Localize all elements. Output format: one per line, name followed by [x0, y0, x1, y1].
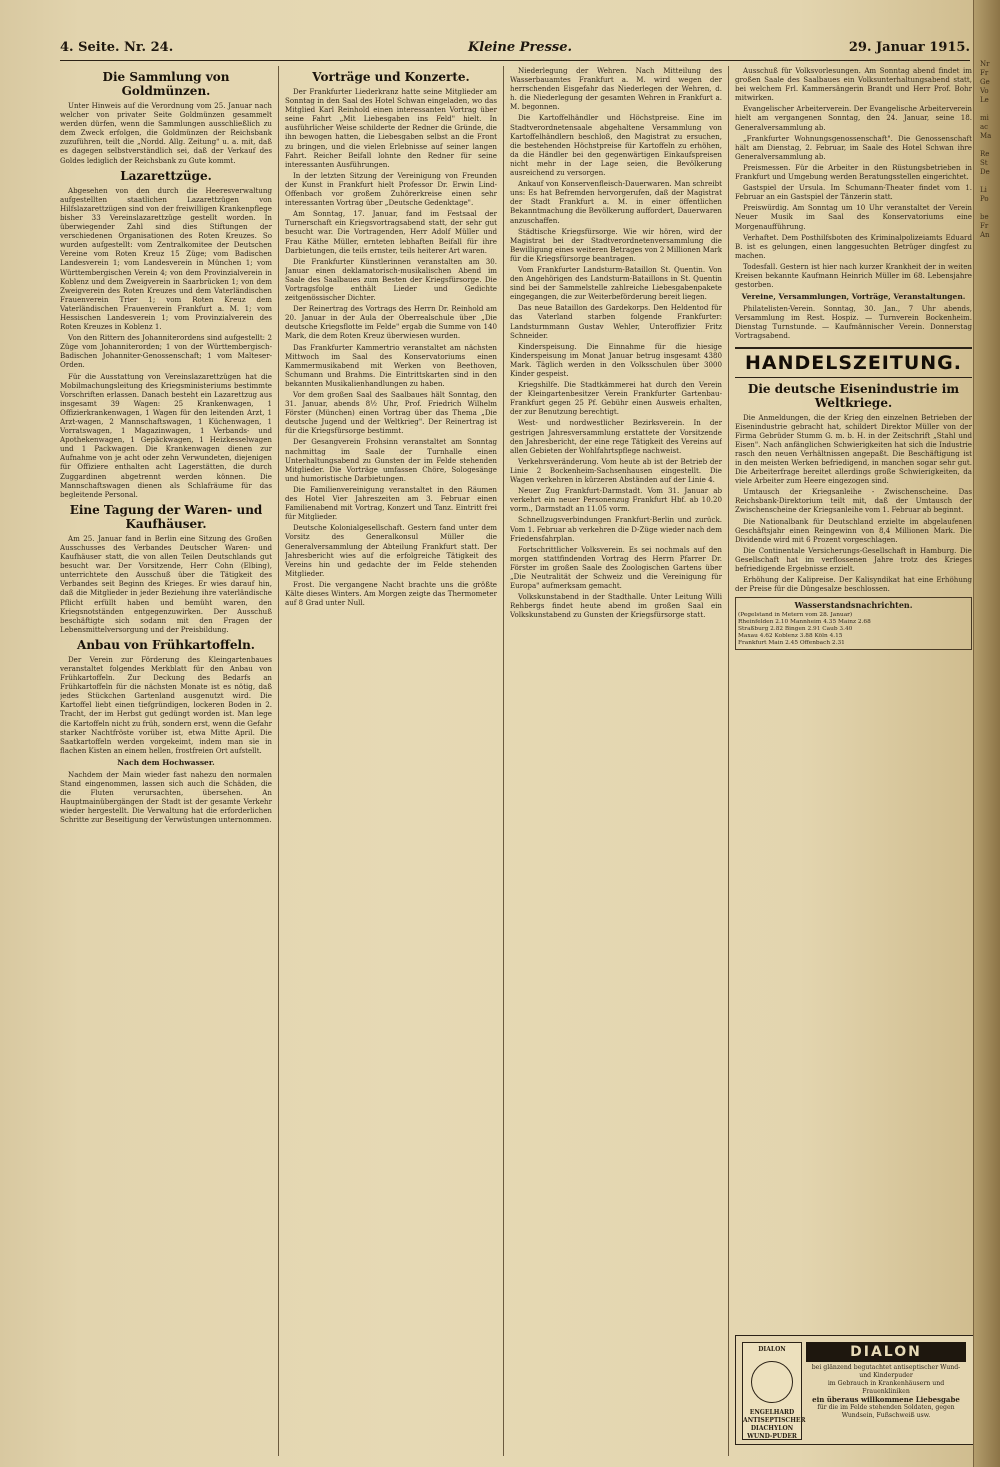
- article-paragraph: Die Familienvereinigung veranstaltet in den Räumen des Hotel Vier Jahreszeiten am 3. Februar einen Familienabend mit Vortrag, Konzert und Tanz. Eintritt frei für Mitglieder.: [285, 484, 497, 522]
- dialon-logo: [742, 1342, 806, 1440]
- water-level-row: Frankfurt Main 2.45 Offenbach 2.31: [738, 640, 845, 647]
- column-1: [60, 66, 272, 1461]
- article-paragraph: In der letzten Sitzung der Vereinigung von Freunden der Kunst in Frankfurt hielt Professor Dr. Erwin Lind-Offenbach vor großem Zuhörerkreise einen sehr interessanten Vortrag über „Deutsche Gedenktage".: [285, 170, 497, 208]
- article-paragraph: Neuer Zug Frankfurt-Darmstadt. Vom 31. Januar ab verkehrt ein neuer Personenzug Frankfurt Hbf. ab 10.20 vorm., Darmstadt an 11.05 vorm.: [510, 486, 722, 514]
- column-divider: [728, 66, 729, 1456]
- article-heading: Die deutsche Eisenindustrie im Weltkriege.: [747, 381, 960, 410]
- ad-line-2: im Gebrauch in Krankenhäusern und Frauenkliniken: [827, 1380, 945, 1395]
- logo-circle-icon: [751, 1361, 793, 1403]
- article-paragraph: Am Sonntag, 17. Januar, fand im Festsaal der Turnerschaft ein Kriegsvortragsabend statt, der sehr gut besucht war. Die Vortragenden, Herr Adolf Müller und Frau Käthe Müller, ernteten lebhaften Beifall für ihre Darbietungen, die teils ernster, teils heiterer Art waren.: [285, 209, 497, 255]
- article-paragraph: Schnellzugsverbindungen Frankfurt-Berlin und zurück. Vom 1. Februar ab verkehren die D-Züge wieder nach dem Friedensfahrplan.: [510, 515, 722, 543]
- column-4: [735, 66, 972, 1461]
- water-level-row: Rheinfelden 2.10 Mannheim 4.35 Mainz 2.68: [738, 619, 871, 626]
- handelszeitung-banner: HANDELSZEITUNG.: [735, 347, 972, 378]
- article-paragraph: Der Gesangverein Frohsinn veranstaltet am Sonntag nachmittag im Saale der Turnhalle einen Unterhaltungsabend zu Gunsten der im Felde stehenden Mitglieder. Die Vorträge umfassen Chöre, Sologesänge und humoristische Darbietungen.: [285, 437, 497, 483]
- article-paragraph: Erhöhung der Kalipreise. Der Kalisyndikat hat eine Erhöhung der Preise für die Düngesalze beschlossen.: [735, 575, 972, 594]
- article-paragraph: Todesfall. Gestern ist hier nach kurzer Krankheit der in weiten Kreisen bekannte Kaufmann Heinrich Müller im 68. Lebensjahre gestorben.: [735, 261, 972, 290]
- article-paragraph: West- und nordwestlicher Bezirksverein. In der gestrigen Jahresversammlung erstattete der Vorsitzende den Jahresbericht, der eine rege Tätigkeit des Vereins auf allen Gebieten der Wohlfahrtspflege nachweist.: [510, 418, 722, 455]
- article-paragraph: Der Verein zur Förderung des Kleingartenbaues veranstaltet folgendes Merkblatt für den Anbau von Frühkartoffeln. Zur Deckung des Bedarfs an Frühkartoffeln für die nächsten Monate ist es nötig, daß jedes Stückchen Gartenland ausgenutzt wird. Die Kartoffel liebt einen tiefgründigen, lockeren Boden in 2. Tracht, der im Herbst gut gedüngt worden ist. Man lege die Kartoffeln nicht zu früh, sondern erst, wenn die Gefahr starker Nachtfröste vorüber ist, etwa Mitte April. Die Saatkartoffeln werden vorgekeimt, indem man sie in flachen Kisten an einem hellen, frostfreien Ort aufstellt.: [60, 654, 272, 755]
- article-heading: Anbau von Frühkartoffeln.: [77, 637, 255, 652]
- ad-text: [806, 1364, 966, 1420]
- article-paragraph: Die Anmeldungen, die der Krieg den einzelnen Betrieben der Eisenindustrie gebracht hat, schildert Direktor Müller von der Firma Gebrüder Stumm G. m. b. H. in der Zeitschrift „Stahl und Eisen". Nach anfänglichen Schwierigkeiten hat sich die Industrie rasch den neuen Verhältnissen angepaßt. Die Beschäftigung ist in den meisten Werken befriedigend, in manchen sogar sehr gut. Die Arbeiterfrage bereitet allerdings große Schwierigkeiten, da viele Arbeiter zum Heere eingezogen sind.: [735, 412, 972, 486]
- article-paragraph: Volkskunstabend in der Stadthalle. Unter Leitung Willi Rehbergs findet heute abend im großen Saal ein Volkskunstabend zu Gunsten der Kriegsfürsorge statt.: [510, 592, 722, 620]
- article-paragraph: Preiswürdig. Am Sonntag um 10 Uhr veranstaltet der Verein Neuer Musik im Saal des Konservatoriums eine Morgenaufführung.: [735, 203, 972, 231]
- column-divider: [278, 66, 279, 1456]
- column-2: [285, 66, 497, 1461]
- water-level-table-title: Wasserstandsnachrichten.: [794, 600, 913, 611]
- article-paragraph: Nachdem der Main wieder fast nahezu den normalen Stand eingenommen, lassen sich auch die Schäden, die die Fluten verursachten, übersehen. An Hauptmainübergängen der Stadt ist der gesamte Verkehr wieder hergestellt. Die Verwaltung hat die erforderlichen Schritte zur Beseitigung der Verwüstungen unternommen.: [60, 769, 272, 825]
- article-paragraph: Vor dem großen Saal des Saalbaues hält Sonntag, den 31. Januar, abends 8½ Uhr, Prof. Friedrich Wilhelm Förster (München) einen Vortrag über das Thema „Die deutsche Jugend und der Weltkrieg". Der Reinertrag ist für die Kriegsfürsorge bestimmt.: [285, 390, 497, 436]
- water-level-row: (Pegelstand in Metern vom 28. Januar): [738, 612, 853, 619]
- article-paragraph: Für die Ausstattung von Vereinslazarettzügen hat die Mobilmachungsleitung des Kriegsministeriums bestimmte Vorschriften erlassen. Danach besteht ein Lazarettzug aus insgesamt 39 Wagen: 25 Krankenwagen, 1 Offizierkrankenwagen, 1 Wagen für den leitenden Arzt, 1 Arzt-wagen, 2 Mannschaftswagen, 1 Küchenwagen, 1 Vorratswagen, 1 Magazinwagen, 1 Verbands- und Apothekenwagen, 1 Gepäckwagen, 1 Heizkesselwagen und 1 Packwagen. Die Krankenwagen dienen zur Aufnahme von je acht oder zehn Verwundeten, diejenigen für Offiziere enthalten acht Lagerstätten, die durch Zuggardinen abgetrennt werden können. Die Mannschaftswagen dienen als Schlafräume für das begleitende Personal.: [60, 371, 272, 499]
- article-paragraph: Der Reinertrag des Vortrags des Herrn Dr. Reinhold am 20. Januar in der Aula der Oberrealschule über „Die deutsche Kriegsflotte im Felde" ergab die Summe von 140 Mark, die dem Roten Kreuz überwiesen wurden.: [285, 304, 497, 341]
- article-heading: Die Sammlung von Goldmünzen.: [102, 70, 230, 98]
- article-paragraph: Umtausch der Kriegsanleihe - Zwischenscheine. Das Reichsbank-Direktorium teilt mit, daß der Umtausch der Zwischenscheine der Kriegsanleihe vom 1. Februar ab beginnt.: [735, 487, 972, 515]
- article-paragraph: Preismessen. Für die Arbeiter in den Rüstungsbetrieben in Frankfurt und Umgebung werden Beratungsstellen eingerichtet.: [735, 162, 972, 182]
- article-paragraph: Ankauf von Konservenfleisch-Dauerwaren. Man schreibt uns: Es hat Befremden hervorgerufen, daß der Magistrat der Stadt Frankfurt a. M. in einer öffentlichen Bekanntmachung die Bevölkerung auffordert, Dauerwaren anzuschaffen.: [510, 179, 722, 225]
- article-paragraph: Gastspiel der Ursula. Im Schumann-Theater findet vom 1. Februar an ein Gastspiel der Tänzerin statt.: [735, 183, 972, 202]
- article-heading: Lazarettzüge.: [120, 168, 212, 183]
- paper-title: Kleine Presse.: [467, 40, 573, 55]
- article-paragraph: Philatelisten-Verein. Sonntag, 30. Jan., 7 Uhr abends, Versammlung im Rest. Hospiz. — Turnverein Bockenheim. Dienstag Turnstunde. — Kaufmännischer Verein. Donnerstag Vortragsabend.: [735, 304, 972, 341]
- article-paragraph: Fortschrittlicher Volksverein. Es sei nochmals auf den morgen stattfindenden Vortrag des Herrn Pfarrer Dr. Förster im großen Saale des Zoologischen Gartens über „Die Neutralität der Schweiz und die Vereinigung für Europa" aufmerksam gemacht.: [510, 544, 722, 591]
- article-paragraph: Deutsche Kolonialgesellschaft. Gestern fand unter dem Vorsitz des Generalkonsul Müller die Generalversammlung der Abteilung Frankfurt statt. Der Jahresbericht wies auf die erfolgreiche Tätigkeit des Vereins hin und gedachte der im Felde stehenden Mitglieder.: [285, 523, 497, 578]
- article-paragraph: Unter Hinweis auf die Verordnung vom 25. Januar nach welcher von privater Seite Goldmünzen gesammelt werden dürfen, wenn die Sammlungen ausschließlich zu dem Zweck erfolgen, die Goldmünzen der Reichsbank zuzuführen, teilt die „Nordd. Allg. Zeitung" u. a. mit, daß es dagegen selbstverständlich sei, daß der Verkauf des Goldes lediglich der Reichsbank zu Gute kommt.: [60, 101, 272, 165]
- dialon-advertisement: [735, 1335, 974, 1445]
- article-paragraph: Am 25. Januar fand in Berlin eine Sitzung des Großen Ausschusses des Verbandes Deutscher Waren- und Kaufhäuser statt, die von allen Teilen Deutschlands gut besucht war. Der Vorsitzende, Herr Cohn (Elbing), unterrichtete den Ausschuß über die Tätigkeit des Verbandes seit Beginn des Krieges. Er wies darauf hin, daß die Mitglieder in jeder Beziehung ihre vaterländische Pflicht erfüllt haben und bemüht waren, den Kriegsnotständen entgegenzuwirken. Der Ausschuß beschäftigte sich sodann mit den Fragen der Lebensmittelversorgung und der Preisbildung.: [60, 533, 272, 634]
- article-paragraph: Niederlegung der Wehren. Nach Mitteilung des Wasserbauamtes Frankfurt a. M. wird wegen der herrschenden Eisgefahr das Niederlegen der Wehren, d. h. die Niederlegung der gesamten Wehren in Frankfurt a. M. begonnen.: [510, 66, 722, 112]
- article-paragraph: Der Frankfurter Liederkranz hatte seine Mitglieder am Sonntag in den Saal des Hotel Schwan eingeladen, wo das Mitglied Karl Reinhold einen interessanten Vortrag über seine Fahrt „Mit Liebesgaben ins Feld" hielt. In ausführlicher Weise schilderte der Redner die Gründe, die ihn bewogen hatten, die Liebesgaben selbst an die Front zu bringen, und die vielen Erlebnisse auf seiner langen Fahrt. Reicher Beifall lohnte den Redner für seine interessanten Ausführungen.: [285, 87, 497, 169]
- section-subheading: Vereine, Versammlungen, Vorträge, Veranstaltungen.: [741, 292, 966, 302]
- article-paragraph: Evangelischer Arbeiterverein. Der Evangelische Arbeiterverein hielt am vergangenen Sonntag, den 24. Januar, seine 18. Generalversammlung ab.: [735, 104, 972, 132]
- page-number: 4. Seite. Nr. 24.: [60, 40, 174, 55]
- article-paragraph: Frost. Die vergangene Nacht brachte uns die größte Kälte dieses Winters. Am Morgen zeigte das Thermometer auf 8 Grad unter Null.: [285, 579, 497, 608]
- article-paragraph: Verhaftet. Dem Posthilfsboten des Kriminalpolizeiamts Eduard B. ist es gelungen, einen langgesuchten Betrüger dingfest zu machen.: [735, 232, 972, 260]
- column-divider: [503, 66, 504, 1456]
- ad-line-1: bei glänzend begutachtet antiseptischer Wund- und Kinderpuder: [811, 1364, 961, 1379]
- ad-line-4: für die im Felde stehenden Soldaten, gegen Wundsein, Fußschweiß usw.: [817, 1404, 955, 1419]
- section-subheading: Nach dem Hochwasser.: [117, 757, 215, 767]
- water-level-row: Straßburg 2.82 Bingen 2.91 Caub 3.40: [738, 626, 853, 633]
- article-paragraph: Von den Rittern des Johanniterordens sind aufgestellt: 2 Züge vom Johanniterorden; 1 von der Württembergisch-Badischen Johanniter-Genossenschaft; 1 vom Malteser-Orden.: [60, 333, 272, 370]
- article-paragraph: Ausschuß für Volksvorlesungen. Am Sonntag abend findet im großen Saale des Saalbaues ein Volksunterhaltungsabend statt, bei welchem Frl. Kammersängerin Brandt und Herr Prof. Bohr mitwirken.: [735, 66, 972, 103]
- issue-date: 29. Januar 1915.: [848, 40, 970, 55]
- article-paragraph: Abgesehen von den durch die Heeresverwaltung aufgestellten staatlichen Lazarettzügen von Hilfslazarettzügen sind von der freiwilligen Krankenpflege bisher 33 Vereinslazarettzüge gestellt worden. In überwiegender Zahl sind dies Stiftungen der verschiedenen Organisationen des Roten Kreuzes. So wurden aufgestellt: vom Zentralkomitee der Deutschen Vereine vom Roten Kreuz 15 Züge; vom Badischen Landesverein 1; vom Landesverein in München 1; vom Württembergischen Verein 4; von dem Provinzialverein in Koblenz und dem Zweigverein in Saarbrücken 1; von dem Zweigverein des Roten Kreuzes und dem Vaterländischen Frauenverein Trier 1; vom Roten Kreuz dem Vaterländischen Frauenverein Frankfurt a. M. 1; vom Hessischen Landesverein 1; vom Provinzialverein des Roten Kreuzes in Koblenz 1.: [60, 185, 272, 332]
- article-paragraph: Die Nationalbank für Deutschland erzielte im abgelaufenen Geschäftsjahr einen Reingewinn von 8,4 Millionen Mark. Die Dividende wird mit 6 Prozent vorgeschlagen.: [735, 516, 972, 544]
- article-paragraph: Kinderspeisung. Die Einnahme für die hiesige Kinderspeisung im Monat Januar betrug insgesamt 4380 Mark. Täglich werden in den Volksschulen über 3000 Kinder gespeist.: [510, 341, 722, 378]
- edge-text: Nr Fr Ge Vo Le mi ac Ma Re St De Li Po be Fr An: [980, 60, 992, 239]
- page-header: [60, 40, 970, 60]
- article-paragraph: Verkehrsveränderung. Vom heute ab ist der Betrieb der Linie 2 Bockenheim-Sachsenhausen eingestellt. Die Wagen verkehren in kürzeren Abständen auf der Linie 4.: [510, 456, 722, 485]
- article-heading: Vorträge und Konzerte.: [312, 70, 470, 84]
- article-heading: Eine Tagung der Waren- und Kaufhäuser.: [69, 502, 263, 531]
- logo-bottom-text: ENGELHARD ANTISEPTISCHER DIACHYLON WUND-PUDER: [743, 1409, 806, 1440]
- article-paragraph: „Frankfurter Wohnungsgenossenschaft". Die Genossenschaft hält am Dienstag, 2. Februar, im Saale des Hotel Schwan ihre Generalversammlung ab.: [735, 133, 972, 161]
- column-3: [510, 66, 722, 1461]
- article-paragraph: Städtische Kriegsfürsorge. Wie wir hören, wird der Magistrat bei der Stadtverordnetenversammlung die Bewilligung eines weiteren Betrages von 2 Millionen Mark für die Kriegsfürsorge beantragen.: [510, 226, 722, 263]
- article-paragraph: Die Kartoffelhändler und Höchstpreise. Eine im Stadtverordnetensaale abgehaltene Versammlung von Kartoffelhändlern beschloß, den Magistrat zu ersuchen, die bestehenden Höchstpreise für Kartoffeln zu erhöhen, da die Händler bei den gegenwärtigen Einkaufspreisen nicht mehr in der Lage seien, die Bevölkerung ausreichend zu versorgen.: [510, 113, 722, 178]
- water-level-table: [735, 597, 972, 650]
- article-paragraph: Die Frankfurter Künstlerinnen veranstalten am 30. Januar einen deklamatorisch-musikalischen Abend im Saale des Saalbaues zum Besten der Kriegsfürsorge. Die Vortragsfolge enthält Lieder und Gedichte zeitgenössischer Dichter.: [285, 256, 497, 303]
- article-paragraph: Das neue Bataillon des Gardekorps. Den Heldentod für das Vaterland starben folgende Frankfurter: Landsturmmann Gustav Wehler, Unteroffizier Fritz Schneider.: [510, 303, 722, 340]
- logo-top-text: DIALON: [758, 1346, 786, 1353]
- water-level-row: Maxau 4.62 Koblenz 3.88 Köln 4.15: [738, 633, 843, 640]
- header-rule: [60, 60, 970, 61]
- article-paragraph: Das Frankfurter Kammertrio veranstaltet am nächsten Mittwoch im Saal des Konservatoriums einen Kammermusikabend mit Werken von Beethoven, Schumann und Brahms. Die Eintrittskarten sind in den bekannten Musikalienhandlungen zu haben.: [285, 342, 497, 388]
- adjacent-page-edge: [973, 0, 1000, 1467]
- article-paragraph: Die Continentale Versicherungs-Gesellschaft in Hamburg. Die Gesellschaft hat im verflossenen Jahre trotz des Krieges befriedigende Ergebnisse erzielt.: [735, 545, 972, 574]
- article-paragraph: Kriegshilfe. Die Stadtkämmerei hat durch den Verein der Kleingartenbesitzer Verein Frankfurter Gartenbau-Frankfurt gegen 25 Pf. Gebühr einen Ausweis erhalten, der zur Benutzung berechtigt.: [510, 380, 722, 417]
- ad-line-3: ein überaus willkommene Liebesgabe: [812, 1395, 960, 1404]
- ad-brand-banner: DIALON: [806, 1342, 966, 1362]
- article-paragraph: Vom Frankfurter Landsturm-Bataillon St. Quentin. Von den Angehörigen des Landsturm-Bataillons in St. Quentin sind bei der Sammelstelle zahlreiche Liebesgabenpakete eingegangen, die zur Weiterbeförderung bereit liegen.: [510, 264, 722, 302]
